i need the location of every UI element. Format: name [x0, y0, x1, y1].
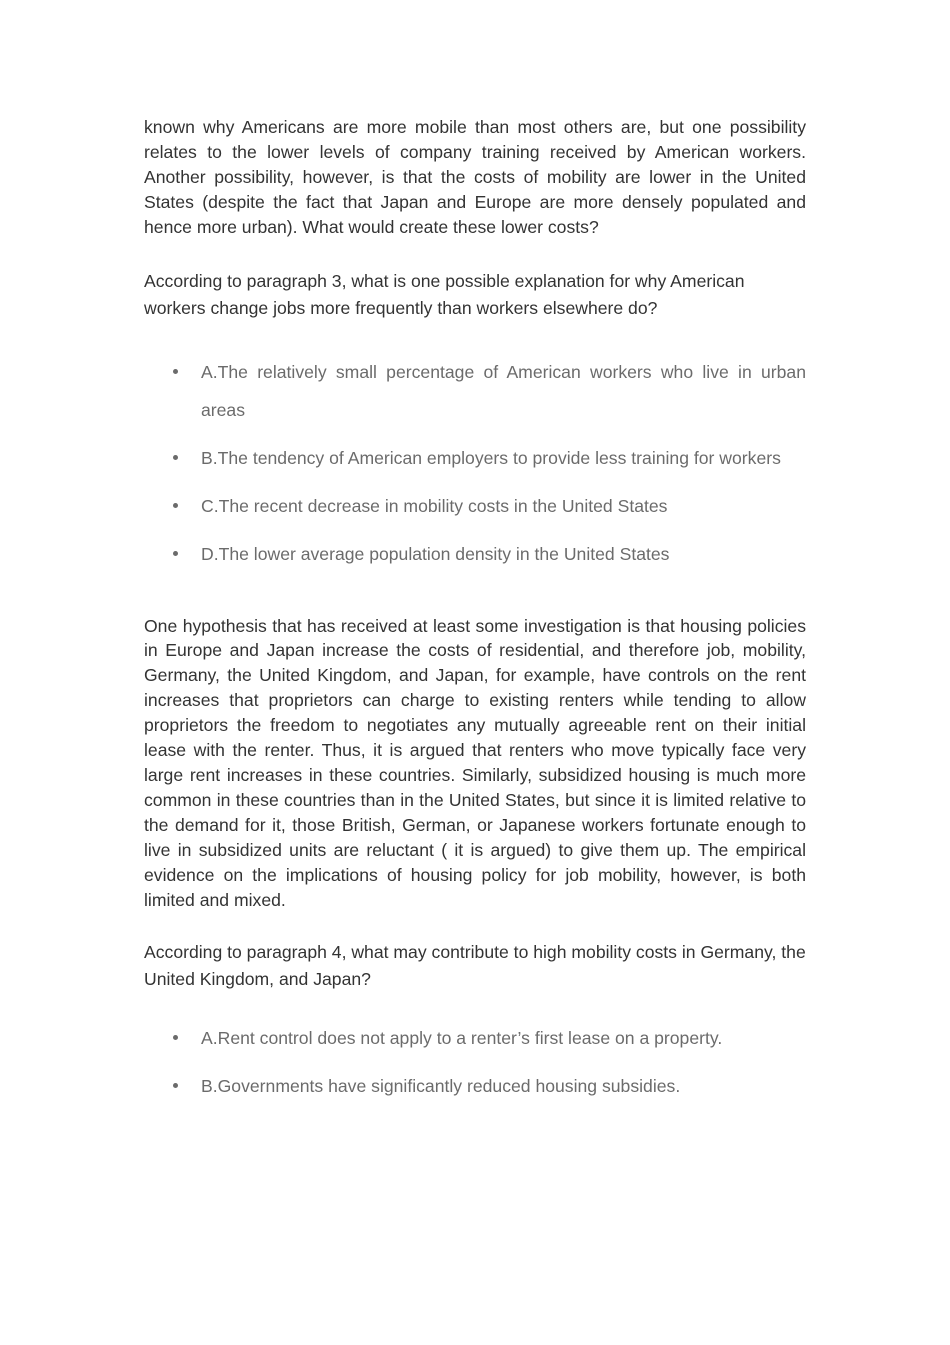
paragraph-4: One hypothesis that has received at least some investigation is that housing policies in Europe and Japan increase the costs of residential, and therefore job, mobility, Germany, the United Kingdom, and Japan, for example, have controls on the rent increases that proprietors can charge to existing renters while tending to allow proprietors the freedom to negotiates any mutually agreeable rent on their initial lease with the renter. Thus, it is argued that renters who move typically face very large rent increases in these countries. Similarly, subsidized housing is much more common in these countries than in the United States, but since it is limited relative to the demand for it, those British, German, or Japanese workers fortunate enough to live in subsidized units are reluctant ( it is argued) to give them up. The empirical evidence on the implications of housing policy for job mobility, however, is both limited and mixed. [144, 615, 806, 910]
paragraph-3-end: known why Americans are more mobile than most others are, but one possibility relates to the lower levels of company training received by American workers. Another possibility, however, is that the costs of mobility are lower in the United States (despite the fact that Japan and Europe are more densely populated and hence more urban). What would create these lower costs? [144, 117, 806, 237]
question-2-options [144, 1019, 806, 1105]
option-label: B.The tendency of American employers to provide less training for workers [201, 447, 781, 468]
question-1-prompt: According to paragraph 3, what is one possible explanation for why American workers change jobs more frequently than workers elsewhere do? [144, 270, 745, 318]
bullet-icon [173, 369, 178, 374]
bullet-icon [173, 455, 178, 460]
option-label: A.Rent control does not apply to a renter’s first lease on a property. [201, 1028, 723, 1049]
question-2-prompt: According to paragraph 4, what may contribute to high mobility costs in Germany, the United Kingdom, and Japan? [144, 942, 806, 990]
bullet-icon [173, 551, 178, 556]
bullet-icon [173, 503, 178, 508]
option-label: B.Governments have significantly reduced housing subsidies. [201, 1076, 681, 1097]
question-2 [144, 939, 806, 1105]
document-page [144, 115, 806, 1105]
option-d[interactable] [144, 535, 806, 573]
bullet-icon [173, 1083, 178, 1088]
option-label: D.The lower average population density in the United States [201, 543, 670, 564]
option-c[interactable] [144, 487, 806, 525]
question-1-options [144, 353, 806, 573]
option-a[interactable] [144, 353, 806, 429]
option-a[interactable] [144, 1019, 806, 1057]
option-b[interactable] [144, 1067, 806, 1105]
option-b[interactable] [144, 439, 806, 477]
option-label: A.The relatively small percentage of American workers who live in urban areas [201, 361, 806, 420]
bullet-icon [173, 1035, 178, 1040]
question-1 [144, 268, 806, 573]
option-label: C.The recent decrease in mobility costs in the United States [201, 495, 668, 516]
